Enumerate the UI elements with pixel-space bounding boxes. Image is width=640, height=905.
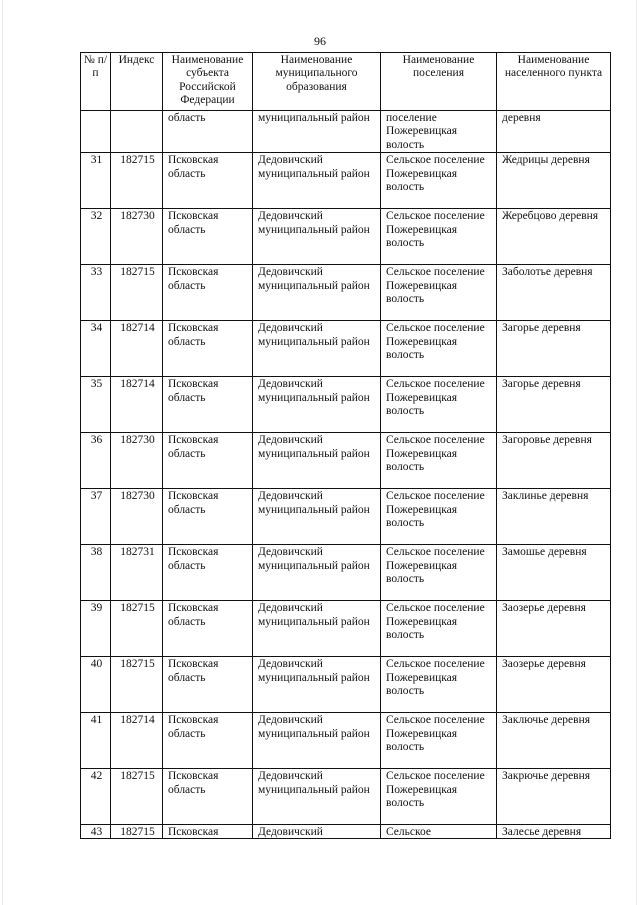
cell-index bbox=[111, 111, 163, 153]
cell-index: 182730 bbox=[111, 489, 163, 545]
scan-edge-left bbox=[2, 0, 3, 905]
table-row bbox=[81, 321, 611, 377]
table-row bbox=[81, 377, 611, 433]
cell-num: 38 bbox=[81, 545, 111, 601]
cell-settlement: Сельское поселение Пожеревицкая волость bbox=[381, 769, 497, 825]
cell-municipal: Дедовичский муниципальный район bbox=[253, 153, 381, 209]
scan-edge-right bbox=[636, 0, 637, 905]
cell-locality: Жедрицы деревня bbox=[497, 153, 611, 209]
cell-municipal: Дедовичский муниципальный район bbox=[253, 601, 381, 657]
cell-settlement: Сельское поселение Пожеревицкая волость bbox=[381, 321, 497, 377]
cell-subject: Псковская область bbox=[163, 713, 253, 769]
table-row bbox=[81, 657, 611, 713]
table-row bbox=[81, 489, 611, 545]
cell-settlement: Сельское bbox=[381, 825, 497, 839]
cell-subject: Псковская область bbox=[163, 153, 253, 209]
table-row bbox=[81, 601, 611, 657]
cell-municipal: Дедовичский муниципальный район bbox=[253, 265, 381, 321]
table-row bbox=[81, 209, 611, 265]
cell-num: 43 bbox=[81, 825, 111, 839]
cell-municipal: Дедовичский bbox=[253, 825, 381, 839]
cell-index: 182715 bbox=[111, 265, 163, 321]
cell-municipal: Дедовичский муниципальный район bbox=[253, 713, 381, 769]
cell-settlement: Сельское поселение Пожеревицкая волость bbox=[381, 601, 497, 657]
cell-locality: Заключье деревня bbox=[497, 713, 611, 769]
cell-num: 33 bbox=[81, 265, 111, 321]
cell-settlement: Сельское поселение Пожеревицкая волость bbox=[381, 545, 497, 601]
cell-num: 32 bbox=[81, 209, 111, 265]
cell-index: 182715 bbox=[111, 601, 163, 657]
cell-num: 39 bbox=[81, 601, 111, 657]
continuation-row bbox=[81, 111, 611, 153]
cell-subject: Псковская область bbox=[163, 377, 253, 433]
header-index: Индекс bbox=[111, 53, 163, 111]
cell-index: 182730 bbox=[111, 209, 163, 265]
cell-settlement: Сельское поселение Пожеревицкая волость bbox=[381, 377, 497, 433]
cell-subject: Псковская область bbox=[163, 433, 253, 489]
cell-index: 182731 bbox=[111, 545, 163, 601]
header-subject: Наименование субъекта Российской Федерации bbox=[163, 53, 253, 111]
cell-locality: Закрючье деревня bbox=[497, 769, 611, 825]
cell-index: 182714 bbox=[111, 321, 163, 377]
cell-index: 182715 bbox=[111, 825, 163, 839]
cell-subject: область bbox=[163, 111, 253, 153]
cell-municipal: Дедовичский муниципальный район bbox=[253, 321, 381, 377]
cell-num: 35 bbox=[81, 377, 111, 433]
cell-subject: Псковская область bbox=[163, 209, 253, 265]
table-row bbox=[81, 433, 611, 489]
cell-settlement: Сельское поселение Пожеревицкая волость bbox=[381, 433, 497, 489]
cell-subject: Псковская область bbox=[163, 769, 253, 825]
cell-locality: Замошье деревня bbox=[497, 545, 611, 601]
cell-locality: деревня bbox=[497, 111, 611, 153]
cell-locality: Жеребцово деревня bbox=[497, 209, 611, 265]
header-num: № п/п bbox=[81, 53, 111, 111]
cell-locality: Загоровье деревня bbox=[497, 433, 611, 489]
page-number: 96 bbox=[314, 34, 326, 48]
cell-index: 182715 bbox=[111, 657, 163, 713]
cell-municipal: Дедовичский муниципальный район bbox=[253, 489, 381, 545]
cell-municipal: Дедовичский муниципальный район bbox=[253, 769, 381, 825]
table-header-row bbox=[81, 53, 611, 111]
cell-subject: Псковская область bbox=[163, 545, 253, 601]
cell-index: 182715 bbox=[111, 153, 163, 209]
cell-municipal: Дедовичский муниципальный район bbox=[253, 657, 381, 713]
cell-num: 42 bbox=[81, 769, 111, 825]
cell-settlement: Сельское поселение Пожеревицкая волость bbox=[381, 713, 497, 769]
cell-index: 182730 bbox=[111, 433, 163, 489]
cell-municipal: Дедовичский муниципальный район bbox=[253, 545, 381, 601]
cell-municipal: Дедовичский муниципальный район bbox=[253, 209, 381, 265]
table-row-partial bbox=[81, 825, 611, 839]
cell-index: 182714 bbox=[111, 377, 163, 433]
header-locality: Наименование населенного пункта bbox=[497, 53, 611, 111]
header-settlement: Наименование поселения bbox=[381, 53, 497, 111]
cell-settlement: Сельское поселение Пожеревицкая волость bbox=[381, 265, 497, 321]
cell-locality: Заклинье деревня bbox=[497, 489, 611, 545]
table-row bbox=[81, 153, 611, 209]
cell-locality: Загорье деревня bbox=[497, 321, 611, 377]
cell-subject: Псковская область bbox=[163, 657, 253, 713]
cell-num: 34 bbox=[81, 321, 111, 377]
cell-municipal: Дедовичский муниципальный район bbox=[253, 377, 381, 433]
cell-subject: Псковская bbox=[163, 825, 253, 839]
cell-num: 31 bbox=[81, 153, 111, 209]
cell-settlement: Сельское поселение Пожеревицкая волость bbox=[381, 209, 497, 265]
cell-locality: Заозерье деревня bbox=[497, 657, 611, 713]
cell-settlement: поселение Пожеревицкая волость bbox=[381, 111, 497, 153]
cell-subject: Псковская область bbox=[163, 601, 253, 657]
cell-locality: Залесье деревня bbox=[497, 825, 611, 839]
cell-subject: Псковская область bbox=[163, 321, 253, 377]
cell-num: 37 bbox=[81, 489, 111, 545]
cell-num: 36 bbox=[81, 433, 111, 489]
cell-index: 182715 bbox=[111, 769, 163, 825]
cell-subject: Псковская область bbox=[163, 489, 253, 545]
cell-index: 182714 bbox=[111, 713, 163, 769]
header-municipal: Наименование муниципального образования bbox=[253, 53, 381, 111]
cell-municipal: муниципальный район bbox=[253, 111, 381, 153]
table-row bbox=[81, 769, 611, 825]
settlements-table bbox=[80, 52, 611, 839]
cell-locality: Заозерье деревня bbox=[497, 601, 611, 657]
cell-settlement: Сельское поселение Пожеревицкая волость bbox=[381, 153, 497, 209]
cell-municipal: Дедовичский муниципальный район bbox=[253, 433, 381, 489]
table-row bbox=[81, 545, 611, 601]
cell-subject: Псковская область bbox=[163, 265, 253, 321]
cell-num: 41 bbox=[81, 713, 111, 769]
cell-num bbox=[81, 111, 111, 153]
cell-locality: Загорье деревня bbox=[497, 377, 611, 433]
table-row bbox=[81, 713, 611, 769]
cell-settlement: Сельское поселение Пожеревицкая волость bbox=[381, 489, 497, 545]
cell-locality: Заболотье деревня bbox=[497, 265, 611, 321]
cell-settlement: Сельское поселение Пожеревицкая волость bbox=[381, 657, 497, 713]
cell-num: 40 bbox=[81, 657, 111, 713]
table-row bbox=[81, 265, 611, 321]
